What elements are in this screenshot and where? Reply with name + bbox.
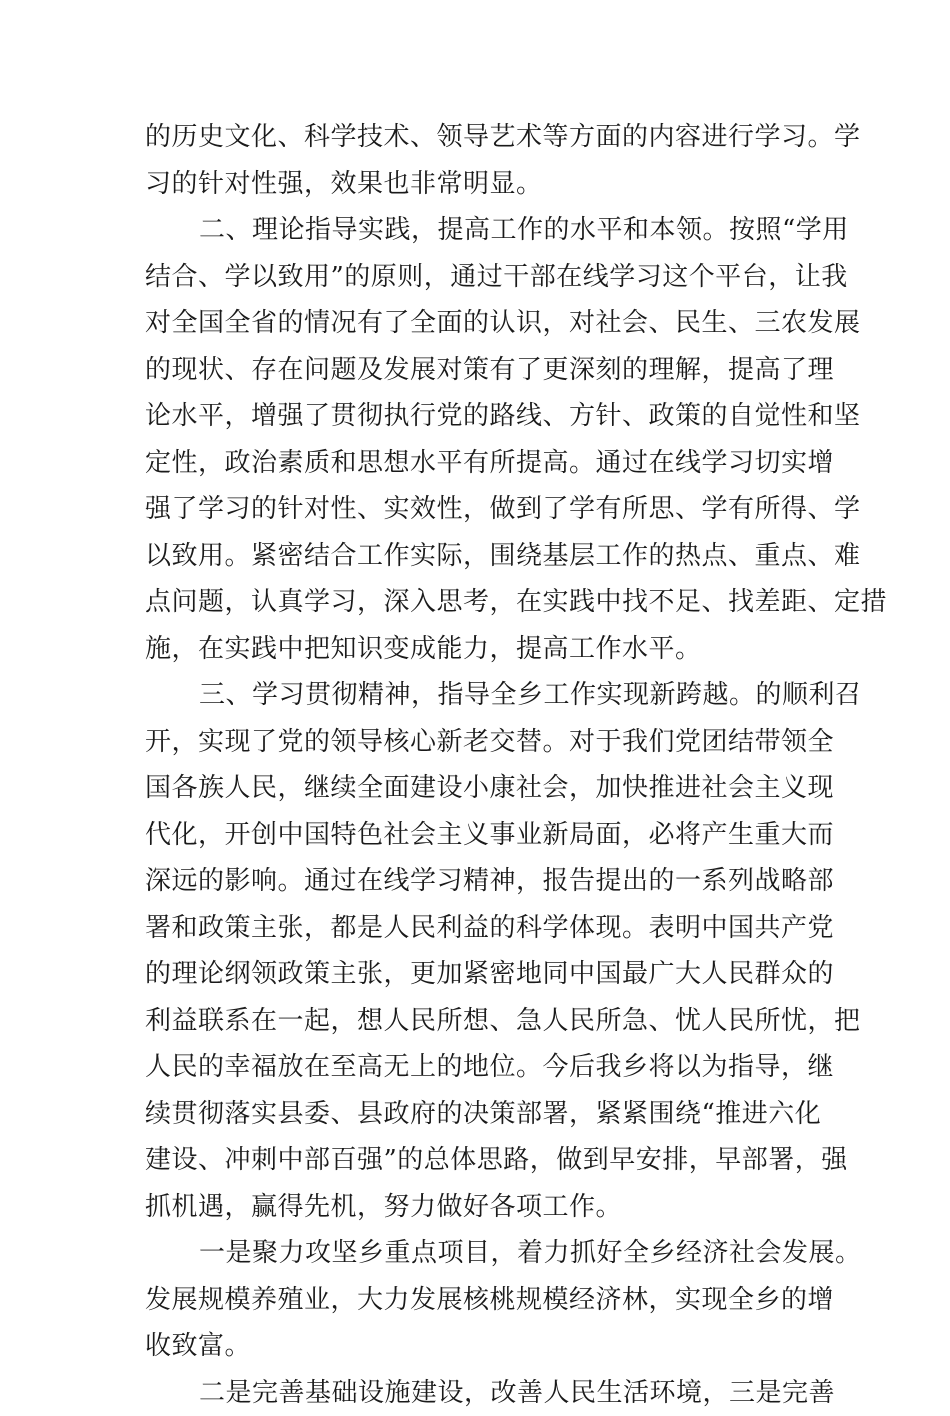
paragraph-3-line-1: 三、学习贯彻精神，指导全乡工作实现新跨越。的顺利召 bbox=[145, 672, 815, 719]
paragraph-2-line-4: 的现状、存在问题及发展对策有了更深刻的理解，提高了理 bbox=[145, 347, 815, 394]
paragraph-2-line-10: 施，在实践中把知识变成能力，提高工作水平。 bbox=[145, 626, 815, 673]
paragraph-3-line-8: 利益联系在一起，想人民所想、急人民所急、忧人民所忧，把 bbox=[145, 998, 815, 1045]
paragraph-3-line-3: 国各族人民，继续全面建设小康社会，加快推进社会主义现 bbox=[145, 765, 815, 812]
paragraph-3-line-4: 代化，开创中国特色社会主义事业新局面，必将产生重大而 bbox=[145, 812, 815, 859]
paragraph-3-line-10: 续贯彻落实县委、县政府的决策部署，紧紧围绕“推进六化 bbox=[145, 1091, 815, 1138]
paragraph-3-line-9: 人民的幸福放在至高无上的地位。今后我乡将以为指导，继 bbox=[145, 1044, 815, 1091]
paragraph-2-line-5: 论水平，增强了贯彻执行党的路线、方针、政策的自觉性和坚 bbox=[145, 393, 815, 440]
paragraph-1-line-2: 习的针对性强，效果也非常明显。 bbox=[145, 161, 815, 208]
paragraph-3-line-2: 开，实现了党的领导核心新老交替。对于我们党团结带领全 bbox=[145, 719, 815, 766]
paragraph-4-line-3: 收致富。 bbox=[145, 1323, 815, 1370]
paragraph-2-line-9: 点问题，认真学习，深入思考，在实践中找不足、找差距、定措 bbox=[145, 579, 815, 626]
paragraph-3-line-12: 抓机遇，赢得先机，努力做好各项工作。 bbox=[145, 1184, 815, 1231]
document-body bbox=[145, 114, 815, 1416]
paragraph-3-line-5: 深远的影响。通过在线学习精神，报告提出的一系列战略部 bbox=[145, 858, 815, 905]
paragraph-3-line-6: 署和政策主张，都是人民利益的科学体现。表明中国共产党 bbox=[145, 905, 815, 952]
paragraph-1-line-1: 的历史文化、科学技术、领导艺术等方面的内容进行学习。学 bbox=[145, 114, 815, 161]
paragraph-3-line-7: 的理论纲领政策主张，更加紧密地同中国最广大人民群众的 bbox=[145, 951, 815, 998]
paragraph-2-line-6: 定性，政治素质和思想水平有所提高。通过在线学习切实增 bbox=[145, 440, 815, 487]
paragraph-2-line-1: 二、理论指导实践，提高工作的水平和本领。按照“学用 bbox=[145, 207, 815, 254]
paragraph-5-line-1: 二是完善基础设施建设，改善人民生活环境，三是完善 bbox=[145, 1370, 815, 1416]
paragraph-2-line-8: 以致用。紧密结合工作实际，围绕基层工作的热点、重点、难 bbox=[145, 533, 815, 580]
paragraph-4-line-1: 一是聚力攻坚乡重点项目，着力抓好全乡经济社会发展。 bbox=[145, 1230, 815, 1277]
paragraph-2-line-7: 强了学习的针对性、实效性，做到了学有所思、学有所得、学 bbox=[145, 486, 815, 533]
paragraph-2-line-3: 对全国全省的情况有了全面的认识，对社会、民生、三农发展 bbox=[145, 300, 815, 347]
paragraph-2-line-2: 结合、学以致用”的原则，通过干部在线学习这个平台，让我 bbox=[145, 254, 815, 301]
paragraph-3-line-11: 建设、冲刺中部百强”的总体思路，做到早安排，早部署，强 bbox=[145, 1137, 815, 1184]
paragraph-4-line-2: 发展规模养殖业，大力发展核桃规模经济林，实现全乡的增 bbox=[145, 1277, 815, 1324]
